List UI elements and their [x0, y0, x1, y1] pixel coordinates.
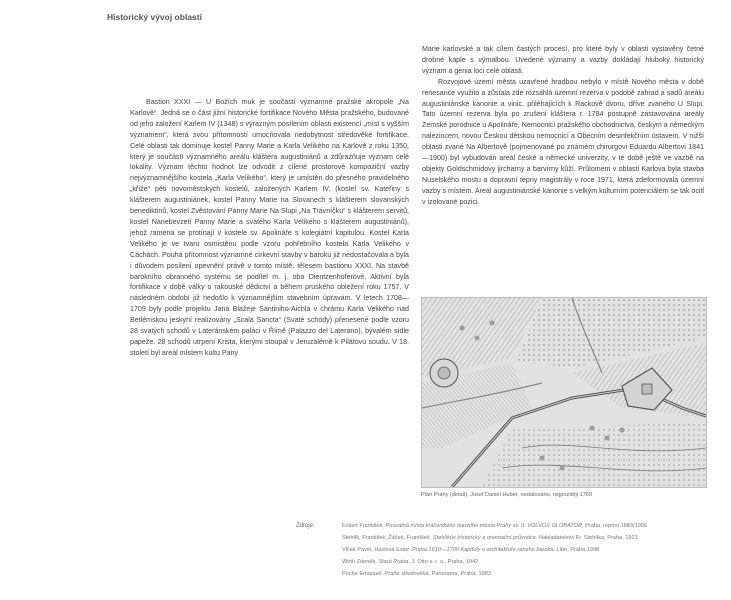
- source-publisher: , Praha, reprint 1883/1996: [582, 523, 648, 529]
- source-item: [342, 571, 712, 578]
- figure-caption: Plán Prahy (detail), Josef Daniel Huber, nedatováno, nejpozději 1769: [421, 492, 593, 498]
- source-author: Eckert František.: [342, 523, 386, 529]
- historical-map-image: [421, 297, 707, 488]
- source-author: Stehlík, František, Žáček, František.: [342, 535, 433, 542]
- source-item: [342, 523, 712, 530]
- page-title: Historický vývoj oblasti: [107, 12, 202, 22]
- sources-list: [342, 523, 712, 583]
- source-title: Praha 1610—1700 Kapitoly o architektuře raného baroka: [411, 547, 554, 554]
- source-publisher: , J. Otto s. r. o., Praha, 1942: [408, 559, 479, 566]
- source-title: Stará Praha: [378, 559, 409, 566]
- source-publisher: . Libri, Praha,1998: [553, 547, 600, 554]
- right-paragraph-2: Rozvojové území města uzavřené hradbou nebylo v místě Nového města v době renesance využito a zůstala zde rozsáhlá územní rezerva v podobě zahrad a sadů areálu augustiniánské kanonie a vinic, přiléhajících k Rackově dvoru, dříve zvaného U Slupi. Tato územní rezerva byla po zrušení kláštera r. 1784 postupně zastavována areály Zemské porodnice u Apolináře, Nemocnicí pražského obchodnictva, českým a německým nalezincem, novou Českou dětskou nemocnicí a Obecním desinfekčním ústavem. V nižší oblasti zvané Na Albertově (pojmenované po známém chirurgovi Eduardu Albertovi 1841—1900) byl vybudován areál české a německé univerzity, v té době ještě ve vazbě na objekty Goldschmidovy jircharny a barvírny kůží. Průlomem v oblasti Karlova byla stavba Nuselského mostu a dopravní tepny magistrály v roce 1971, která zdeformovala územní vazby s místem. Areál augustiniánské kanonie s velkým kulturním potenciálem se tak ocitl v izolované pozici.: [422, 77, 704, 206]
- right-paragraph-1: Marie karlovské a tak cílem častých procesí, pro které byly v oblasti vystavěny četné drobné kaple s výmalbou. Uvedené významy a vazby dokládají hluboký historický význam a genia loci celé oblasti.: [422, 45, 704, 75]
- map-engraving-drawing: [422, 298, 706, 487]
- source-title: Posvátná místa královského hlavního města Prahy sv. II. VOLVOX GLOBATOR: [385, 523, 583, 529]
- source-author: Poche Emanuel.: [342, 571, 385, 578]
- left-column-text: Bastion XXXI — U Božích muk je součástí významné pražské akropole „Na Karlově“. Jedná se o část jižní historické fortifikace Nového Města pražského, budované od jeho založení Karlem IV (1348) s výrazným posílením oblasti existencí „míst s vyšším významem“, která svou přítomností umocňovala nedobytnost středověké fortifikace. Celé oblasti tak dominuje kostel Panny Marie a Karla Velikého na Karlově z roku 1350, který je součástí významného areálu kláštera augustiniánů a zdůrazňuje význam celé lokality. Význam těchto hodnot lze odvodit z cílené prostorové kompoziční vazby nejvýznamnějšího kostela „Karla Velikého“, který je umístěn do přesného pravidelného „kříže“ pěti novoměstských kostelů, založených Karlem IV. (kostel sv. Kateřiny s klášterem augustiniánek, kostel Panny Marie na Slovanech s klášterem slovanských benediktinů, kostel Zvěstování Panny Marie Na Slupi „Na Trávníčku“ s klášterem servitů, kostel Nanebevzetí Panny Marie a svatého Karla Velikého s klášterem augustiniánů), jehož ramena se protínají v kostele sv. Apolináře s kolegiátní kapitulou. Kostel Karla Velikého je ve tvaru osmistěnu podle vzoru pohřebního kostela Karla Velikého v Cáchách. Pouhá přítomnost významné církevní stavby v baroku již nedostačovala a byla i důvodem posílení opevnění právě v tomto místě, tělesem bastionu XXXI. Na stavbě barokního obranného systému se podílel m. j. oba Dientzenhoferové. Aktivní byla fortifikace v době války o rakouské dědictví a během pruského obležení roku 1757. V následném období již nedošlo k významnějším stavebním úpravám. V letech 1708—1709 byly podle projektu Jana Blažeje Santiniho-Aichla v chrámu Karla Velikého nad Betlémskou jeskyní realizovány „Scala Sancta“ (Svaté schody) přenesené podle vzoru 28 svatých schodů v Lateránském paláci v Římě (Palazzo del Laterano), bývalém sídle papeže. 28 schodů utrpení Krista, kterými stoupal v Jeruzalémě k Pilátovu soudu. V 18. století byl areál místem kultu Pany: [130, 98, 409, 357]
- source-publisher: . Nakladatelství Fr. Stehlíka, Praha, 1921: [536, 535, 638, 542]
- source-author: Wirth Zdeněk.: [342, 559, 379, 566]
- source-title: Praha středověká: [384, 571, 429, 578]
- source-item: [342, 559, 712, 566]
- source-item: [342, 547, 712, 554]
- source-title: Stehlíkův historický a orientační průvodce: [432, 535, 537, 542]
- source-publisher: . Panorama, Praha, 1983: [428, 571, 491, 578]
- source-item: [342, 535, 712, 542]
- sources-label: Zdroje:: [296, 523, 315, 529]
- right-column: [422, 44, 704, 208]
- source-author: Vlček Pavel, Havlová Ester.: [342, 547, 412, 554]
